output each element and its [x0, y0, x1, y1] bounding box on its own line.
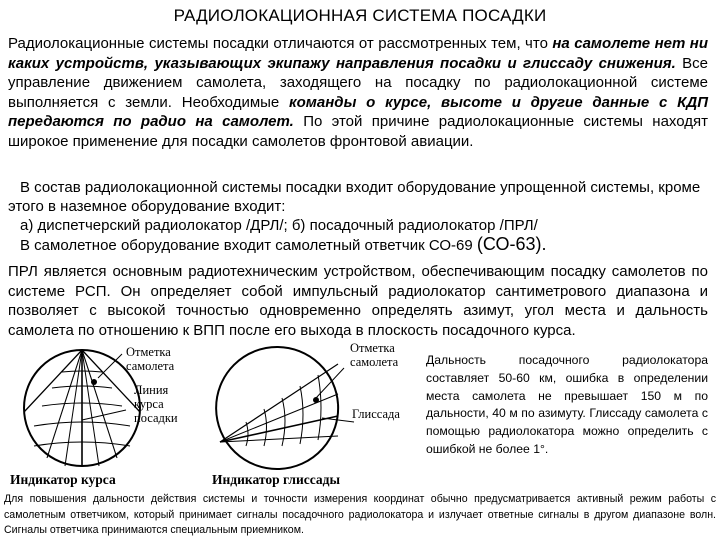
transponder-paragraph: Для повышения дальности действия системы и точности измерения координат обычно предусматривается активный режим работы с самолетным ответчиком, который принимает сигналы посадочного радиолокатора и излучает ответные сигналы в другом диапазоне волн. Сигналы ответчика принимаются специальным приемником. [4, 493, 716, 536]
equipment-paragraph [8, 178, 708, 255]
fig1-line-label-3: посадки [134, 411, 178, 425]
fig1-caption: Индикатор курса [10, 472, 116, 487]
fig2-glide-label: Глиссада [352, 407, 400, 421]
equipment-line-3-model: (СО-63). [476, 234, 547, 254]
glide-indicator-figure [212, 338, 422, 488]
equipment-line-3 [8, 235, 708, 255]
fig1-line-label-2: курса [134, 397, 164, 411]
fig2-mark-label-2: самолета [350, 355, 399, 369]
prl-paragraph: ПРЛ является основным радиотехническим устройством, обеспечивающим посадку самолетов по системе РСП. Он определяет собой импульсный радиолокатор сантиметрового диапазона и позволяет с высокой точностью одновременно определять азимут, угол места и дальность самолета по отношению к ВПП после его выхода в плоскость посадочного курса. [8, 263, 708, 339]
glide-indicator-screen [216, 347, 338, 469]
intro-emphasis-1: на самолете нет ни каких устройств, указывающих экипажу направления посадки и глиссаду снижения. [8, 35, 708, 72]
course-indicator-figure [10, 340, 210, 490]
fig2-caption: Индикатор глиссады [212, 472, 341, 487]
aircraft-mark-icon [91, 354, 122, 385]
intro-text-3: По этой причине радиолокационные системы находят широкое применение для посадки самолетов фронтовой авиации. [8, 113, 709, 150]
fig1-mark-label-2: самолета [126, 359, 175, 373]
fig1-line-label-1: Линия [134, 383, 169, 397]
range-accuracy-paragraph: Дальность посадочного радиолокатора составляет 50-60 км, ошибка в определении места самолета не превышает 150 м по дальности, 40 м по азимуту. Глиссаду самолета с помощью радиолокатора можно определить с ошибкой не более 1°. [426, 353, 708, 456]
fig1-mark-label-1: Отметка [126, 345, 171, 359]
equipment-line-2: а) диспетчерский радиолокатор /ДРЛ/; б) посадочный радиолокатор /ПРЛ/ [20, 217, 538, 234]
intro-text-1: Радиолокационные системы посадки отличаются от рассмотренных тем, что [8, 35, 553, 52]
fig2-mark-label-1: Отметка [350, 341, 395, 355]
equipment-line-1: В состав радиолокационной системы посадки входит оборудование упрощенной системы, кроме этого в наземное оборудование входит: [8, 179, 701, 215]
intro-text-2: Все управление движением самолета, заходящего на посадку по радиолокационной системе выполняется с земли. Необходимые [8, 54, 709, 111]
page-title: РАДИОЛОКАЦИОННАЯ СИСТЕМА ПОСАДКИ [173, 6, 547, 25]
equipment-line-3-text: В самолетное оборудование входит самолетный ответчик СО-69 [20, 237, 477, 254]
intro-emphasis-2: команды о курсе, высоте и другие данные с КДП передаются по радио на самолет. [8, 93, 708, 131]
intro-paragraph [8, 34, 708, 152]
course-indicator-screen [24, 350, 140, 466]
